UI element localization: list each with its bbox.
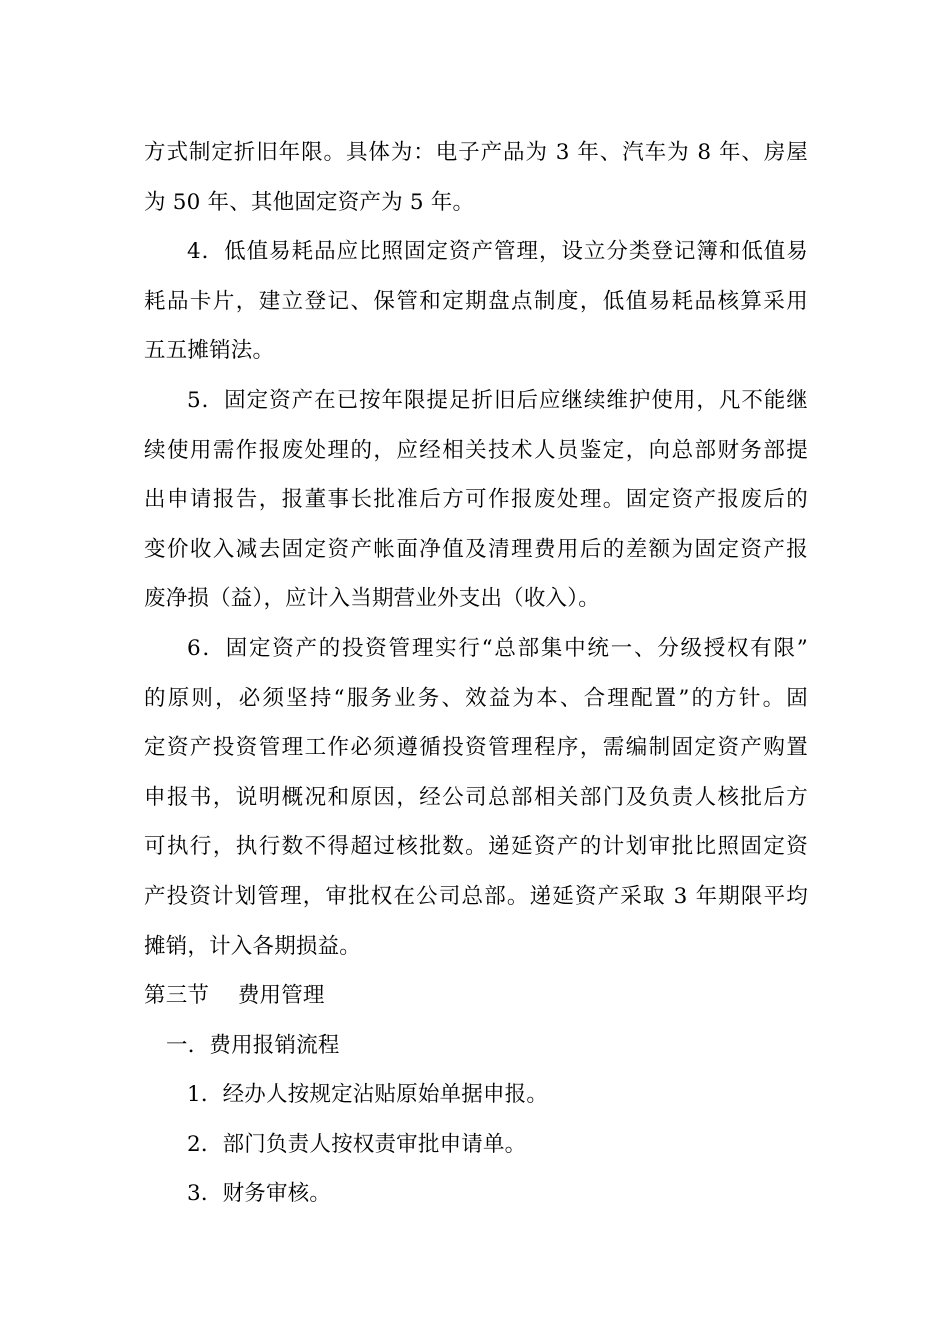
text-line: 4．低值易耗品应比照固定资产管理，设立分类登记簿和低值易 [187,239,808,265]
document-body [144,128,808,1219]
text-line: 变价收入减去固定资产帐面净值及清理费用后的差额为固定资产报 [144,536,808,562]
text-line: 产投资计划管理，审批权在公司总部。递延资产采取 3 年期限平均 [144,883,808,909]
text-line: 摊销，计入各期损益。 [144,933,362,959]
text-line: 的原则，必须坚持“服务业务、效益为本、合理配置”的方针。固 [144,685,808,711]
text-line: 耗品卡片，建立登记、保管和定期盘点制度，低值易耗品核算采用 [144,288,808,314]
text-line: 废净损（益），应计入当期营业外支出（收入）。 [144,586,600,612]
text-line: 5．固定资产在已按年限提足折旧后应继续维护使用，凡不能继 [187,387,808,413]
text-line: 为 50 年、其他固定资产为 5 年。 [144,189,475,215]
text-line: 定资产投资管理工作必须遵循投资管理程序，需编制固定资产购置 [144,735,808,761]
list-item: 1．经办人按规定沾贴原始单据申报。 [187,1082,549,1108]
text-line: 可执行，执行数不得超过核批数。递延资产的计划审批比照固定资 [144,834,808,860]
text-line: 方式制定折旧年限。具体为：电子产品为 3 年、汽车为 8 年、房屋 [144,140,808,165]
text-line: 续使用需作报废处理的，应经相关技术人员鉴定，向总部财务部提 [144,437,808,463]
text-line: 6．固定资产的投资管理实行“总部集中统一、分级授权有限” [187,635,808,661]
text-line: 申报书，说明概况和原因，经公司总部相关部门及负责人核批后方 [144,784,808,810]
list-item: 2．部门负责人按权责审批申请单。 [187,1131,527,1157]
section-heading: 第三节 费用管理 [144,983,325,1009]
text-line: 出申请报告，报董事长批准后方可作报废处理。固定资产报废后的 [144,487,808,513]
list-item: 3．财务审核。 [187,1181,332,1207]
text-line: 五五摊销法。 [144,338,275,364]
subsection-heading: 一．费用报销流程 [166,1032,340,1058]
